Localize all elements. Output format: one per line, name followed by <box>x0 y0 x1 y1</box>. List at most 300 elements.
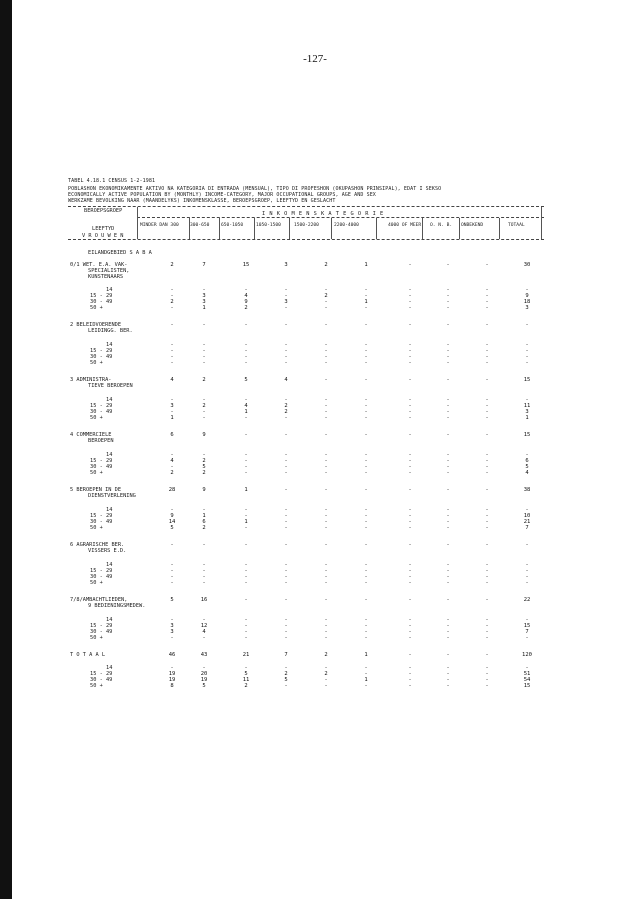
table-cell: - <box>324 470 328 476</box>
table-cell: - <box>202 354 206 360</box>
table-cell: - <box>446 293 450 299</box>
table-cell: - <box>284 507 288 513</box>
table-cell: - <box>446 623 450 629</box>
table-cell: - <box>202 415 206 421</box>
table-cell: - <box>170 562 174 568</box>
table-cell: - <box>525 360 529 366</box>
column-header: 1050-1500 <box>256 223 281 228</box>
table-cell: - <box>525 568 529 574</box>
table-cell: - <box>324 574 328 580</box>
table-cell: - <box>324 360 328 366</box>
table-cell: - <box>485 568 489 574</box>
group-total-cell: - <box>202 542 206 548</box>
table-cell: 18 <box>523 299 531 305</box>
table-cell: - <box>324 635 328 641</box>
group-total-cell: 46 <box>168 652 176 658</box>
group-label: T O T A A L <box>70 652 106 658</box>
age-label: 50 + <box>90 635 103 641</box>
table-cell: - <box>408 452 412 458</box>
table-cell: - <box>364 513 368 519</box>
group-total-cell: - <box>244 432 248 438</box>
table-cell: - <box>324 525 328 531</box>
group-total-cell: 5 <box>244 377 248 383</box>
table-cell: 54 <box>523 677 531 683</box>
table-cell: - <box>284 342 288 348</box>
table-cell: - <box>485 562 489 568</box>
age-label: 30 - 49 <box>90 629 113 635</box>
inkomens-label: I N K O M E N S K A T E G O R I E <box>262 211 384 217</box>
table-cell: - <box>244 617 248 623</box>
table-cell: 1 <box>170 415 174 421</box>
table-cell: - <box>485 409 489 415</box>
table-cell: - <box>244 574 248 580</box>
group-total-cell: 7 <box>284 652 288 658</box>
group-total-cell: - <box>364 377 368 383</box>
table-cell: - <box>408 464 412 470</box>
group-total-cell: - <box>324 487 328 493</box>
beroepsgroep-label: BEROEPSGROEP <box>84 208 123 214</box>
table-cell: - <box>408 617 412 623</box>
table-cell: - <box>485 342 489 348</box>
column-header: ONBEKEND <box>461 223 484 228</box>
table-cell: - <box>525 562 529 568</box>
table-cell: - <box>485 623 489 629</box>
column-header: 1500-2200 <box>294 223 319 228</box>
age-label: 14 <box>106 287 113 293</box>
age-label: 15 - 29 <box>90 348 113 354</box>
table-cell: - <box>364 665 368 671</box>
table-cell: - <box>525 342 529 348</box>
group-total-cell: - <box>446 652 450 658</box>
table-cell: - <box>284 470 288 476</box>
table-cell: - <box>446 507 450 513</box>
table-cell: 2 <box>244 305 248 311</box>
group-total-cell: - <box>244 597 248 603</box>
table-cell: - <box>324 409 328 415</box>
table-cell: 6 <box>525 458 529 464</box>
table-cell: - <box>485 415 489 421</box>
table-cell: 4 <box>202 629 206 635</box>
table-cell: 5 <box>202 683 206 689</box>
group-total-cell: - <box>364 322 368 328</box>
table-cell: - <box>446 683 450 689</box>
group-label: 2 BELEIDVOERENDE <box>70 322 122 328</box>
group-total-cell: - <box>244 322 248 328</box>
group-total-cell: 9 <box>202 432 206 438</box>
group-total-cell: - <box>485 487 489 493</box>
table-cell: - <box>284 525 288 531</box>
table-cell: 5 <box>284 677 288 683</box>
group-total-cell: - <box>364 597 368 603</box>
table-cell: - <box>284 635 288 641</box>
group-total-cell: 6 <box>170 432 174 438</box>
table-cell: - <box>485 507 489 513</box>
table-cell: 2 <box>324 671 328 677</box>
table-cell: 2 <box>202 403 206 409</box>
group-total-cell: - <box>324 322 328 328</box>
table-cell: - <box>284 568 288 574</box>
table-cell: - <box>485 464 489 470</box>
table-cell: 19 <box>168 671 176 677</box>
table-cell: - <box>364 403 368 409</box>
table-cell: - <box>446 617 450 623</box>
table-cell: 9 <box>525 293 529 299</box>
table-cell: - <box>485 360 489 366</box>
table-cell: - <box>364 305 368 311</box>
table-cell: - <box>364 293 368 299</box>
table-cell: - <box>202 348 206 354</box>
table-cell: 2 <box>202 458 206 464</box>
table-cell: - <box>324 299 328 305</box>
column-header: 2200-4000 <box>334 223 359 228</box>
table-cell: - <box>525 635 529 641</box>
group-total-cell: 28 <box>168 487 176 493</box>
table-cell: - <box>170 348 174 354</box>
age-label: 50 + <box>90 360 103 366</box>
table-cell: - <box>485 513 489 519</box>
table-cell: - <box>244 342 248 348</box>
table-cell: - <box>525 507 529 513</box>
table-cell: - <box>446 580 450 586</box>
table-cell: 3 <box>284 299 288 305</box>
table-cell: 2 <box>170 470 174 476</box>
table-cell: - <box>446 568 450 574</box>
table-cell: 3 <box>170 629 174 635</box>
table-cell: - <box>202 665 206 671</box>
table-cell: 2 <box>202 525 206 531</box>
table-cell: - <box>446 464 450 470</box>
age-label: 15 - 29 <box>90 458 113 464</box>
age-label: 15 - 29 <box>90 623 113 629</box>
table-cell: - <box>324 287 328 293</box>
column-header: TOTAAL <box>508 223 525 228</box>
table-cell: - <box>324 354 328 360</box>
table-cell: - <box>244 665 248 671</box>
column-header: O. N. B. <box>430 223 453 228</box>
group-total-cell: 38 <box>523 487 531 493</box>
table-cell: 4 <box>244 403 248 409</box>
table-cell: - <box>244 354 248 360</box>
table-cell: - <box>284 287 288 293</box>
group-total-cell: - <box>284 322 288 328</box>
table-cell: - <box>202 342 206 348</box>
table-cell: - <box>244 348 248 354</box>
table-cell: - <box>485 580 489 586</box>
table-cell: - <box>324 580 328 586</box>
table-cell: 21 <box>523 519 531 525</box>
table-cell: - <box>170 665 174 671</box>
table-cell: - <box>485 293 489 299</box>
table-cell: - <box>324 677 328 683</box>
header-rule-mid <box>137 217 544 218</box>
table-cell: - <box>525 348 529 354</box>
table-cell: 2 <box>284 409 288 415</box>
table-cell: - <box>446 470 450 476</box>
table-cell: - <box>525 452 529 458</box>
table-cell: - <box>408 403 412 409</box>
table-cell: 3 <box>525 305 529 311</box>
group-total-cell: - <box>408 377 412 383</box>
group-label: 3 ADMINISTRA- <box>70 377 112 383</box>
table-cell: - <box>364 458 368 464</box>
table-cell: - <box>170 507 174 513</box>
group-total-cell: - <box>525 322 529 328</box>
table-cell: 2 <box>202 470 206 476</box>
table-cell: - <box>170 580 174 586</box>
table-cell: - <box>408 397 412 403</box>
table-cell: - <box>446 354 450 360</box>
group-total-cell: - <box>446 322 450 328</box>
table-cell: 2 <box>324 293 328 299</box>
column-header: 4000 OF MEER <box>388 223 422 228</box>
group-total-cell: - <box>525 542 529 548</box>
table-cell: - <box>244 464 248 470</box>
group-total-cell: 15 <box>523 377 531 383</box>
table-cell: - <box>408 665 412 671</box>
group-total-cell: - <box>324 432 328 438</box>
table-cell: - <box>244 580 248 586</box>
table-cell: - <box>202 568 206 574</box>
group-total-cell: 5 <box>170 597 174 603</box>
group-total-cell: 4 <box>170 377 174 383</box>
table-cell: - <box>408 415 412 421</box>
table-cell: - <box>446 305 450 311</box>
table-cell: 10 <box>523 513 531 519</box>
table-cell: 5 <box>525 464 529 470</box>
table-cell: - <box>244 360 248 366</box>
table-cell: - <box>408 677 412 683</box>
group-label: 9 BEDIENINGSMEDEW. <box>88 603 146 609</box>
age-label: 15 - 29 <box>90 568 113 574</box>
table-cell: - <box>485 458 489 464</box>
group-total-cell: 120 <box>522 652 532 658</box>
table-cell: - <box>170 354 174 360</box>
age-label: 15 - 29 <box>90 293 113 299</box>
table-cell: - <box>446 348 450 354</box>
age-label: 30 - 49 <box>90 519 113 525</box>
group-label: BEROEPEN <box>88 438 114 444</box>
table-cell: - <box>408 635 412 641</box>
table-cell: - <box>284 629 288 635</box>
table-cell: - <box>364 452 368 458</box>
table-cell: - <box>446 665 450 671</box>
table-cell: 3 <box>525 409 529 415</box>
group-total-cell: 3 <box>284 262 288 268</box>
table-cell: 11 <box>242 677 250 683</box>
age-label: 50 + <box>90 305 103 311</box>
table-cell: 3 <box>170 623 174 629</box>
table-cell: - <box>408 299 412 305</box>
group-total-cell: - <box>485 432 489 438</box>
group-total-cell: - <box>284 432 288 438</box>
table-cell: - <box>244 562 248 568</box>
table-cell: - <box>324 513 328 519</box>
group-total-cell: - <box>485 652 489 658</box>
group-total-cell: - <box>485 542 489 548</box>
group-total-cell: 16 <box>200 597 208 603</box>
group-total-cell: - <box>170 322 174 328</box>
subtitle-papiamentu: POBLASHON EKONOMIKAMENTE AKTIVO NA KATEGORIA DI ENTRADA (MENSUAL), TIPO DI PROFESHON (OKUPASHON PRINSIPAL), EDAT I SEKSO <box>68 186 442 192</box>
age-label: 50 + <box>90 470 103 476</box>
table-cell: - <box>485 354 489 360</box>
age-label: 14 <box>106 617 113 623</box>
table-cell: - <box>485 348 489 354</box>
table-cell: - <box>202 580 206 586</box>
age-label: 30 - 49 <box>90 299 113 305</box>
table-cell: - <box>408 629 412 635</box>
table-cell: - <box>408 409 412 415</box>
group-total-cell: - <box>408 432 412 438</box>
table-cell: - <box>408 562 412 568</box>
table-cell: - <box>525 580 529 586</box>
table-cell: - <box>364 360 368 366</box>
group-total-cell: - <box>364 487 368 493</box>
table-cell: - <box>284 415 288 421</box>
table-cell: - <box>446 360 450 366</box>
table-cell: - <box>446 409 450 415</box>
table-title: TABEL 4.18.1 CENSUS 1-2-1981 <box>68 178 156 184</box>
table-cell: - <box>170 293 174 299</box>
table-cell: - <box>364 409 368 415</box>
table-cell: - <box>446 677 450 683</box>
table-cell: - <box>202 507 206 513</box>
table-cell: - <box>364 342 368 348</box>
table-cell: - <box>485 470 489 476</box>
table-cell: - <box>364 683 368 689</box>
table-cell: - <box>202 635 206 641</box>
table-cell: - <box>284 293 288 299</box>
column-header: 300-650 <box>190 223 210 228</box>
table-cell: - <box>244 635 248 641</box>
group-total-cell: - <box>446 377 450 383</box>
table-cell: - <box>244 458 248 464</box>
table-cell: 4 <box>170 458 174 464</box>
table-cell: 2 <box>244 683 248 689</box>
table-cell: 8 <box>170 683 174 689</box>
table-cell: - <box>324 568 328 574</box>
age-label: 15 - 29 <box>90 403 113 409</box>
group-total-cell: - <box>408 652 412 658</box>
table-cell: - <box>446 562 450 568</box>
table-cell: - <box>284 562 288 568</box>
table-cell: - <box>485 287 489 293</box>
table-cell: 2 <box>170 299 174 305</box>
table-cell: 3 <box>202 299 206 305</box>
age-label: 14 <box>106 665 113 671</box>
table-cell: - <box>244 623 248 629</box>
group-total-cell: - <box>324 377 328 383</box>
table-cell: - <box>324 452 328 458</box>
table-cell: - <box>485 665 489 671</box>
age-label: 30 - 49 <box>90 464 113 470</box>
group-total-cell: - <box>446 487 450 493</box>
group-total-cell: - <box>284 597 288 603</box>
vrouwen-label: V R O U W E N <box>82 233 124 239</box>
table-cell: - <box>244 452 248 458</box>
age-label: 30 - 49 <box>90 409 113 415</box>
table-cell: - <box>485 671 489 677</box>
table-cell: - <box>324 507 328 513</box>
table-cell: - <box>284 617 288 623</box>
table-cell: - <box>408 342 412 348</box>
table-cell: - <box>408 580 412 586</box>
group-total-cell: - <box>324 597 328 603</box>
table-cell: - <box>170 409 174 415</box>
table-cell: - <box>485 403 489 409</box>
table-cell: - <box>364 562 368 568</box>
table-cell: - <box>408 470 412 476</box>
group-label: LEIDINGG. BER. <box>88 328 133 334</box>
table-cell: - <box>408 683 412 689</box>
table-cell: 1 <box>202 305 206 311</box>
table-cell: - <box>446 299 450 305</box>
table-cell: - <box>525 617 529 623</box>
table-cell: 51 <box>523 671 531 677</box>
table-cell: - <box>408 348 412 354</box>
table-cell: - <box>324 458 328 464</box>
group-total-cell: - <box>485 597 489 603</box>
table-cell: - <box>170 635 174 641</box>
group-total-cell: 9 <box>202 487 206 493</box>
table-cell: - <box>364 287 368 293</box>
table-cell: - <box>324 629 328 635</box>
table-cell: - <box>170 452 174 458</box>
table-cell: - <box>485 525 489 531</box>
table-cell: - <box>446 525 450 531</box>
table-cell: - <box>244 470 248 476</box>
table-cell: - <box>324 305 328 311</box>
table-cell: - <box>284 305 288 311</box>
table-cell: - <box>485 683 489 689</box>
table-cell: - <box>202 360 206 366</box>
table-cell: - <box>364 519 368 525</box>
table-cell: 15 <box>523 683 531 689</box>
group-total-cell: - <box>284 542 288 548</box>
table-cell: - <box>525 665 529 671</box>
group-total-cell: - <box>170 542 174 548</box>
table-cell: - <box>485 519 489 525</box>
table-cell: - <box>364 635 368 641</box>
group-total-cell: - <box>364 542 368 548</box>
age-label: 14 <box>106 562 113 568</box>
group-total-cell: 2 <box>324 652 328 658</box>
table-cell: - <box>284 574 288 580</box>
table-cell: - <box>170 568 174 574</box>
group-total-cell: - <box>408 487 412 493</box>
table-cell: - <box>202 574 206 580</box>
table-cell: - <box>446 671 450 677</box>
table-cell: - <box>202 409 206 415</box>
table-cell: 4 <box>525 470 529 476</box>
group-total-cell: - <box>485 322 489 328</box>
table-cell: - <box>446 458 450 464</box>
table-cell: 1 <box>364 299 368 305</box>
table-cell: 15 <box>523 623 531 629</box>
age-label: 15 - 29 <box>90 671 113 677</box>
table-cell: - <box>244 287 248 293</box>
group-total-cell: - <box>446 542 450 548</box>
column-header: MINDER DAN 300 <box>140 223 179 228</box>
table-cell: - <box>446 574 450 580</box>
group-total-cell: 21 <box>242 652 250 658</box>
table-cell: - <box>446 513 450 519</box>
table-cell: 7 <box>525 525 529 531</box>
age-label: 15 - 29 <box>90 513 113 519</box>
table-cell: - <box>446 452 450 458</box>
table-cell: - <box>364 629 368 635</box>
table-cell: 3 <box>170 403 174 409</box>
table-cell: - <box>244 415 248 421</box>
